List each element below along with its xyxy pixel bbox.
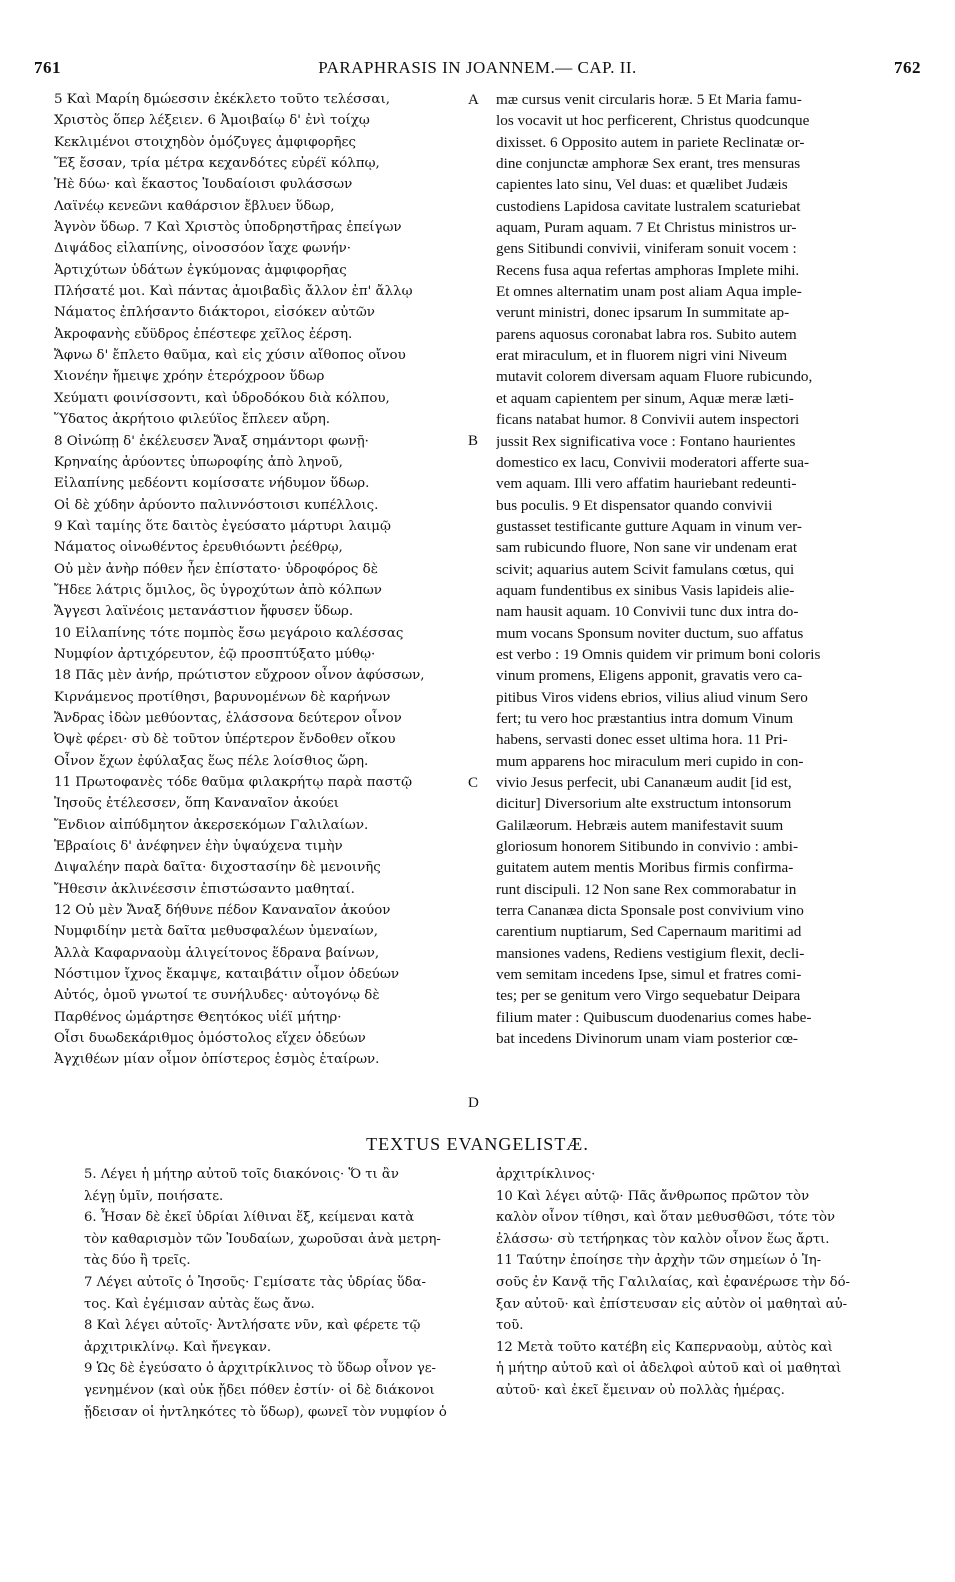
latin-translation-line: bat incedens Divinorum unam viam posterior cœ- (496, 1030, 798, 1048)
section-title: TEXTUS EVANGELISTÆ. (366, 1134, 589, 1154)
latin-translation-line: vem aquam. Illi vero affatim hauriebant redeunti- (496, 475, 797, 493)
greek-paraphrase-line: 5 Καὶ Μαρίη δμώεσσιν ἐκέκλετο τοῦτο τελέσσαι, (54, 92, 390, 107)
greek-paraphrase-line: Ἑβραίοις δ' ἀνέφηνεν ἑὴν ὑψαύχενα τιμὴν (54, 839, 343, 855)
latin-translation-line: scivit; aquarius autem Scivit famulans cœtus, qui (496, 560, 795, 578)
gospel-right-line: ἐλάσσω· σὺ τετήρηκας τὸν καλὸν οἶνον ἕως ἄρτι. (496, 1231, 830, 1247)
greek-paraphrase-line: Οἱ δὲ χύδην ἀρύοντο παλιννόστοισι κυπέλλοις. (54, 497, 379, 513)
greek-paraphrase-line: Οὐ μὲν ἀνὴρ πόθεν ἦεν ἐπίστατο· ὑδροφόρος δὲ (54, 561, 378, 577)
gospel-right-line: καλὸν οἶνον τίθησι, καὶ ὅταν μεθυσθῶσι, τότε τὸν (496, 1210, 836, 1226)
greek-paraphrase-line: Ἁγνὸν ὕδωρ. 7 Καὶ Χριστὸς ὑποδρηστῆρας ἐπείγων (54, 220, 402, 236)
gospel-left-line: τὸν καθαρισμὸν τῶν Ἰουδαίων, χωροῦσαι ἀνὰ μετρη- (84, 1231, 441, 1247)
greek-paraphrase-line: Χριστὸς ὅπερ λέξειεν. 6 Ἀμοιβαίῳ δ' ἐνὶ τοίχῳ (54, 113, 370, 129)
latin-translation-line: gustasset testificante gutture Aquam in vinum ver- (496, 517, 802, 535)
latin-translation-line: filium mater : Quibuscum duodenarius comes habe- (496, 1008, 812, 1026)
latin-translation-line: capientes lato sinu, Vel duas: et quælibet Judæis (496, 176, 788, 194)
greek-paraphrase-line: Ἀγχιθέων μίαν οἶμον ὀπίστερος ἑσμὸς ἑταίρων. (54, 1052, 380, 1068)
greek-paraphrase-line: Ἤθεσιν ἀκλινέεσσιν ἐπιστώσαντο μαθηταί. (54, 881, 355, 897)
greek-paraphrase-line: Διψαλέην παρὰ δαῖτα· διχοστασίην δὲ μενοινῆς (54, 860, 381, 876)
running-title: PARAPHRASIS IN JOANNEM.— CAP. II. (318, 58, 637, 77)
latin-translation-line: est verbo : 19 Omnis quidem vir primum boni coloris (496, 645, 821, 663)
latin-translation-line: Galilæorum. Hebræis autem manifestavit suum (496, 816, 784, 834)
greek-paraphrase-line: Ἄνδρας ἰδὼν μεθύοντας, ἐλάσσονα δεύτερον οἶνον (54, 710, 402, 726)
gospel-right-line: ἀρχιτρίκλινος· (496, 1167, 596, 1182)
latin-translation-line: vem semitam incedens Ipse, simul et fratres comi- (496, 966, 802, 984)
latin-translation-line: verunt ministri, donec ipsarum In summitate ap- (496, 304, 790, 322)
latin-translation-line: gloriosum honorem Sitibundo in convivio : ambi- (496, 838, 799, 856)
greek-paraphrase-line: 18 Πᾶς μὲν ἀνήρ, πρώτιστον εὔχροον οἶνον ἀφύσσων, (54, 668, 425, 684)
gospel-right-line: 12 Μετὰ τοῦτο κατέβη εἰς Καπερναοὺμ, αὐτὸς καὶ (496, 1339, 833, 1355)
latin-translation-line: aquam, Puram aquam. 7 Et Christus ministros ur- (496, 219, 797, 237)
gospel-right-line: 11 Ταύτην ἐποίησε τὴν ἀρχὴν τῶν σημείων ὁ Ἰη- (496, 1253, 822, 1269)
greek-paraphrase-line: 9 Καὶ ταμίης ὅτε δαιτὸς ἐγεύσατο μάρτυρι λαιμῷ (54, 518, 391, 534)
latin-translation-line: mansiones vadens, Rediens vestigium flexit, decli- (496, 944, 805, 962)
margin-marker-d: D (468, 1095, 479, 1111)
gospel-left-line: τος. Καὶ ἐγέμισαν αὐτὰς ἕως ἄνω. (84, 1296, 315, 1312)
page-number-left: 761 (34, 58, 61, 77)
greek-paraphrase-line: Εἰλαπίνης μεδέοντι κομίσσατε νήδυμον ὕδωρ. (54, 476, 370, 492)
greek-paraphrase-line: Ἔνδιον αἰπύδμητον ἀκερσεκόμων Γαλιλαίων. (54, 817, 369, 833)
latin-translation-line: mutavit colorem diversam aquam Fluore rubicundo, (496, 368, 813, 386)
latin-translation-line: vinum promens, Eligens apponit, gravatis vero ca- (496, 667, 803, 685)
latin-translation-line: bus poculis. 9 Et dispensator quando convivii (496, 496, 773, 514)
greek-paraphrase-line: Αὐτός, ὁμοῦ γνωτοί τε συνήλυδες· αὐτογόνῳ δὲ (54, 988, 380, 1004)
greek-paraphrase-line: Κρηναίης ἀρύοντες ὑπωροφίης ἀπὸ ληνοῦ, (54, 454, 343, 470)
greek-paraphrase-line: Παρθένος ὡμάρτησε Θεητόκος υἱέϊ μήτηρ· (54, 1009, 342, 1025)
latin-translation-line: los vocavit ut hoc perficerent, Christus quodcunque (496, 112, 810, 130)
latin-translation-line: erat miraculum, et in fluorem nigri vini Niveum (496, 347, 788, 365)
gospel-left-line: ἀρχιτρικλίνῳ. Καὶ ἤνεγκαν. (84, 1339, 272, 1355)
latin-translation-line: habens, servasti donec esset ultima hora. 11 Pri- (496, 731, 788, 749)
latin-translation-line: tes; per se genitum vero Virgo sequebatur Deipara (496, 987, 801, 1005)
greek-paraphrase-line: Ἰησοῦς ἐτέλεσσεν, ὅπη Καναναῖον ἀκούει (54, 796, 339, 812)
gospel-left-line: 8 Καὶ λέγει αὐτοῖς· Ἀντλήσατε νῦν, καὶ φέρετε τῷ (84, 1318, 421, 1334)
greek-paraphrase-line: Ἄφνω δ' ἔπλετο θαῦμα, καὶ εἰς χύσιν αἴθοπος οἴνου (54, 348, 406, 364)
gospel-text-left-column (84, 1164, 486, 1423)
greek-paraphrase-line: 10 Εἰλαπίνης τότε πομπὸς ἔσω μεγάροιο καλέσσας (54, 625, 404, 641)
latin-translation-line: carentium nuptiarum, Sed Capernaum maritimi ad (496, 923, 802, 941)
latin-translation-line: mæ cursus venit circularis horæ. 5 Et Maria famu- (496, 91, 802, 108)
gospel-left-line: 7 Λέγει αὐτοῖς ὁ Ἰησοῦς· Γεμίσατε τὰς ὑδρίας ὕδα- (84, 1274, 426, 1290)
latin-translation-line: dicitur] Diversorium alte exstructum intonsorum (496, 795, 792, 813)
latin-translation-line: mum vocans Sponsum noviter ductum, suo affatus (496, 624, 804, 642)
page-number-right: 762 (894, 58, 921, 77)
greek-paraphrase-line: Ἀκροφανὴς εὔϋδρος ἐπέστεφε χεῖλος ἐέρση. (54, 326, 353, 342)
greek-paraphrase-line: Ὕδατος ἀκρήτοιο φιλεύϊος ἔπλεεν αὔρη. (54, 412, 330, 428)
gospel-left-line: 6. Ἦσαν δὲ ἐκεῖ ὑδρίαι λίθιναι ἕξ, κείμεναι κατὰ (84, 1210, 415, 1226)
greek-paraphrase-line: Κιρνάμενος προτίθησι, βαρυνομένων δὲ καρήνων (54, 689, 391, 705)
latin-translation-line: Recens fusa aqua refertas amphoras Implete mihi. (496, 261, 800, 279)
latin-translation-line: vivio Jesus perfecit, ubi Cananæum audit [id est, (496, 774, 792, 791)
latin-translation-line: jussit Rex significativa voce : Fontano haurientes (496, 432, 796, 450)
greek-paraphrase-line: Ἀρτιχύτων ὑδάτων ἐγκύμονας ἀμφιφορῆας (54, 262, 347, 278)
latin-translation-line: aquam fundentibus ex sinibus Vasis lapideis alie- (496, 581, 795, 599)
gospel-right-line: αὐτοῦ· καὶ ἐκεῖ ἔμειναν οὐ πολλὰς ἡμέρας. (496, 1382, 785, 1398)
gospel-left-line: λέγῃ ὑμῖν, ποιήσατε. (84, 1188, 224, 1204)
greek-paraphrase-line: Νάματος οἰνωθέντος ἐρευθιόωντι ῥεέθρῳ, (54, 540, 343, 556)
margin-marker-c: C (468, 775, 479, 791)
gospel-right-line: σοῦς ἐν Κανᾷ τῆς Γαλιλαίας, καὶ ἐφανέρωσε τὴν δό- (496, 1274, 851, 1290)
gospel-left-line: 5. Λέγει ἡ μήτηρ αὐτοῦ τοῖς διακόνοις· Ὅ τι ἂν (84, 1167, 399, 1182)
greek-paraphrase-line: Ἤδεε λάτρις ὅμιλος, ὃς ὑγροχύτων ἀπὸ κόλπων (54, 582, 382, 598)
greek-paraphrase-line: Ἀλλὰ Καφαρναοὺμ ἁλιγείτονος ἕδρανα βαίνων, (54, 945, 380, 961)
greek-paraphrase-line: 8 Οἰνώπῃ δ' ἐκέλευσεν Ἄναξ σημάντορι φωνῇ· (54, 433, 369, 449)
latin-translation-line: dine conjunctæ amphoræ Sex erant, tres mensuras (496, 155, 801, 173)
latin-translation-line: terra Cananæa dicta Sponsale post convivium vino (496, 902, 804, 920)
greek-paraphrase-line: Οἶνον ἔχων ἐφύλαξας ἕως πέλε λοίσθιος ὥρη. (54, 753, 369, 769)
latin-translation-line: Et omnes alternatim unam post aliam Aqua imple- (496, 283, 802, 301)
greek-paraphrase-line: Χιονέην ἤμειψε χρόην ἑτερόχροον ὕδωρ (54, 369, 325, 385)
gospel-left-line: 9 Ὡς δὲ ἐγεύσατο ὁ ἀρχιτρίκλινος τὸ ὕδωρ οἶνον γε- (84, 1361, 436, 1377)
greek-paraphrase-line: Λαϊνέῳ κενεῶνι καθάρσιον ἔβλυεν ὕδωρ, (54, 198, 335, 214)
latin-translation-line: custodiens Lapidosa cavitate lustralem scaturiebat (496, 197, 801, 215)
gospel-left-line: ᾔδεισαν οἱ ἠντληκότες τὸ ὕδωρ), φωνεῖ τὸν νυμφίον ὁ (84, 1404, 447, 1420)
greek-paraphrase-line: Ἠὲ δύω· καὶ ἕκαστος Ἰουδαίοισι φυλάσσων (54, 177, 353, 193)
greek-paraphrase-line: Ἄγγεσι λαϊνέοις μετανάστιον ἤφυσεν ὕδωρ. (54, 604, 354, 620)
greek-paraphrase-line: 12 Οὐ μὲν Ἄναξ δήθυνε πέδον Καναναῖον ἀκούον (54, 903, 391, 919)
gospel-left-line: γενημένον (καὶ οὐκ ᾔδει πόθεν ἐστίν· οἱ δὲ διάκονοι (84, 1382, 435, 1398)
latin-translation-line: dixisset. 6 Opposito autem in pariete Reclinatæ or- (496, 133, 805, 151)
gospel-right-line: 10 Καὶ λέγει αὐτῷ· Πᾶς ἄνθρωπος πρῶτον τὸν (496, 1188, 810, 1204)
greek-paraphrase-line: Διψάδος εἰλαπίνης, οἰνοσσόον ἴαχε φωνήν· (54, 241, 352, 257)
greek-paraphrase-line: Ὀψὲ φέρει· σὺ δὲ τοῦτον ὑπέρτερον ἔνδοθεν οἴκου (54, 732, 396, 748)
greek-paraphrase-line: 11 Πρωτοφανὲς τόδε θαῦμα φιλακρήτῳ παρὰ παστῷ (54, 775, 413, 790)
latin-translation-column (496, 89, 926, 1049)
greek-paraphrase-line: Νάματος ἐπλήσαντο διάκτοροι, εἰσόκεν αὐτῶν (54, 305, 375, 321)
latin-translation-line: et aquam capientem per sinum, Aquæ meræ læti- (496, 389, 794, 407)
gospel-right-line: ἡ μήτηρ αὐτοῦ καὶ οἱ ἀδελφοὶ αὐτοῦ καὶ οἱ μαθηταὶ (496, 1361, 842, 1377)
greek-paraphrase-column (54, 89, 474, 1071)
greek-paraphrase-line: Κεκλιμένοι στοιχηδὸν ὁμόζυγες ἀμφιφορῆες (54, 134, 356, 150)
latin-translation-line: ficans natabat humor. 8 Convivii autem inspectori (496, 411, 800, 429)
greek-paraphrase-line: Χεύματι φοινίσσοντι, καὶ ὑδροδόκου διὰ κόλπου, (54, 390, 390, 406)
latin-translation-line: pitibus Viros videns ebrios, vilius aliud vinum Sero (496, 688, 808, 706)
gospel-left-line: τὰς δύο ἢ τρεῖς. (84, 1253, 191, 1269)
page-header (34, 58, 921, 84)
latin-translation-line: nam hausit aquam. 10 Convivii tunc dux intra do- (496, 603, 799, 621)
latin-translation-line: domestico ex lacu, Convivii moderatori afferte sua- (496, 453, 810, 471)
greek-paraphrase-line: Νόστιμον ἴχνος ἔκαμψε, καταιβάτιν οἶμον ὁδεύων (54, 967, 399, 983)
greek-paraphrase-line: Πλήσατέ μοι. Καὶ πάντας ἀμοιβαδὶς ἄλλον ἐπ' ἄλλῳ (54, 284, 413, 300)
greek-paraphrase-line: Οἷσι δυωδεκάριθμος ὁμόστολος εἵχεν ὁδεύων (54, 1031, 366, 1047)
greek-paraphrase-line: Νυμφίον ἀρτιχόρευτον, ἑῷ προσπτύξατο μύθῳ· (54, 646, 376, 662)
margin-marker-a: A (468, 92, 479, 108)
latin-translation-line: fert; tu vero hoc præstantius intra domum Vinum (496, 709, 794, 727)
latin-translation-line: runt discipuli. 12 Non sane Rex commorabatur in (496, 880, 797, 898)
latin-translation-line: gens Sitibundi convivii, viniferam sonuit vocem : (496, 240, 797, 258)
latin-translation-line: parens aquosus coronabat labra ros. Subito autem (496, 325, 797, 343)
latin-translation-line: sam rubicundo fluore, Non sane vir undenam erat (496, 539, 798, 557)
latin-translation-line: mum apparens hoc miraculum meri cupido in con- (496, 752, 804, 770)
greek-paraphrase-line: Ἕξ ἔσσαν, τρία μέτρα κεχανδότες εὐρέϊ κόλπῳ, (54, 156, 380, 172)
latin-translation-line: guitatem autem mentis Moribus firmis confirma- (496, 859, 794, 877)
greek-paraphrase-line: Νυμφιδίην μετὰ δαῖτα μεθυσφαλέων ὑμεναίων, (54, 924, 378, 940)
gospel-text-right-column (496, 1164, 928, 1402)
gospel-right-line: τοῦ. (496, 1318, 524, 1334)
margin-marker-b: B (468, 433, 479, 449)
gospel-right-line: ξαν αὐτοῦ· καὶ ἐπίστευσαν εἰς αὐτὸν οἱ μαθηταὶ αὐ- (496, 1296, 848, 1312)
